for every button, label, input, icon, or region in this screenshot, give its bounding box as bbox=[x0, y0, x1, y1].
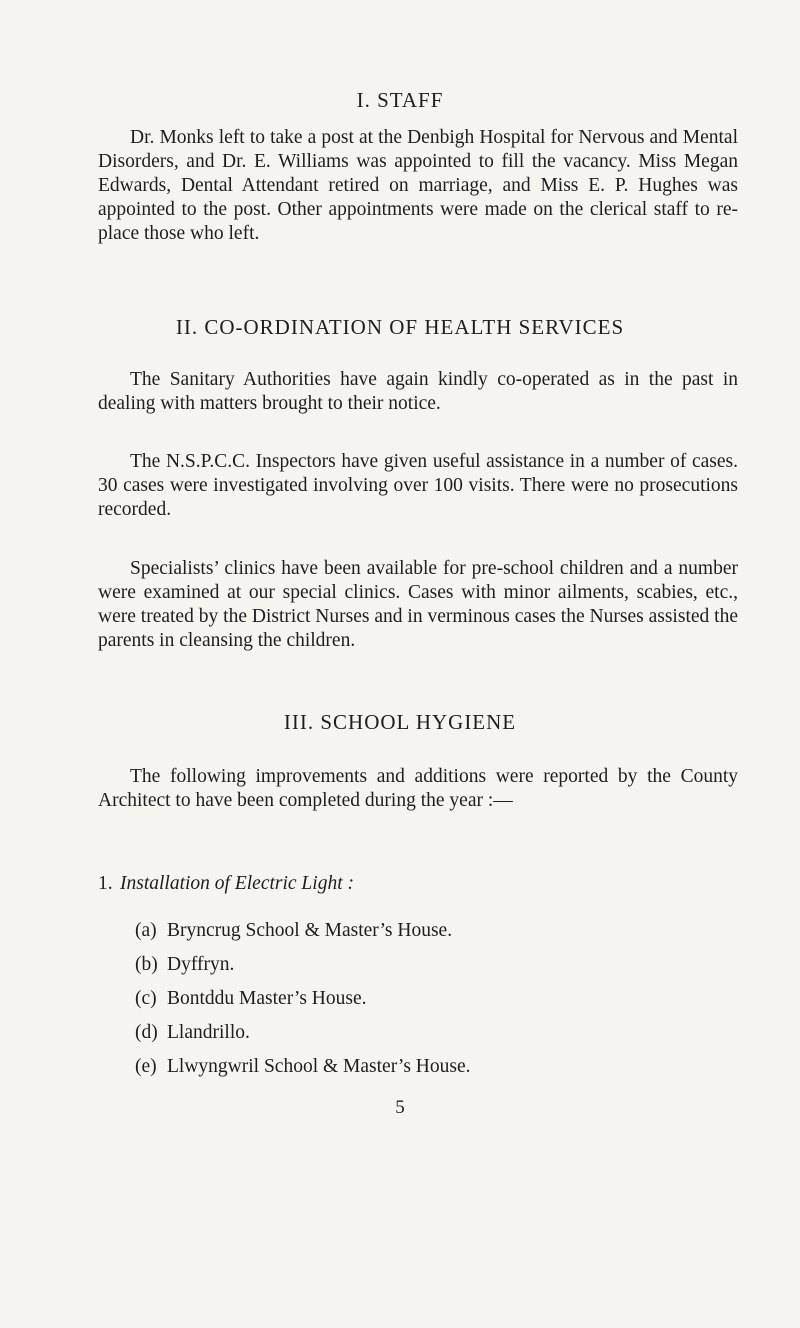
nspcc-paragraph: The N.S.P.C.C. Inspectors have given useful assistance in a number of cases. 30 cases were investigated involving over 100 visits. There were no prosecutions recorded. bbox=[98, 451, 738, 520]
improvements-paragraph: The following improvements and additions were reported by the County Architect to have been completed during the year :— bbox=[98, 766, 738, 811]
list-item-letter: (c) bbox=[135, 988, 157, 1009]
section-heading-staff: I. STAFF bbox=[356, 88, 444, 112]
list-heading-electric-light bbox=[98, 873, 738, 895]
page-number: 5 bbox=[395, 1097, 405, 1118]
list-item-text: Dyffryn. bbox=[167, 954, 235, 975]
list-number: 1. bbox=[98, 873, 113, 894]
list-item-letter: (d) bbox=[135, 1022, 158, 1043]
list-item-letter: (a) bbox=[135, 920, 157, 941]
section-heading-coordination: II. CO-ORDINATION OF HEALTH SERVICES bbox=[175, 315, 625, 339]
list-item bbox=[135, 1022, 735, 1044]
sanitary-authorities-paragraph: The Sanitary Authorities have again kindly co-operated as in the past in dealing with matters brought to their notice. bbox=[98, 369, 738, 414]
list-title: Installation of Electric Light : bbox=[120, 873, 354, 894]
specialists-clinics-paragraph: Specialists’ clinics have been available for pre-school children and a number were examined at our special clinics. Cases with minor ailments, scabies, etc., were treated by the District Nurses and in verminous cases the Nurses assisted the parents in cleansing the children. bbox=[98, 558, 738, 651]
staff-paragraph: Dr. Monks left to take a post at the Denbigh Hospital for Nervous and Mental Disorders, and Dr. E. Williams was appointed to fill the vacancy. Miss Megan Edwards, Dental Attendant retired on marriage, and Miss E. P. Hughes was appointed to the post. Other appointments were made on the clerical staff to replace those who left. bbox=[98, 127, 738, 244]
list-item bbox=[135, 1056, 735, 1078]
list-item-text: Bontddu Master’s House. bbox=[167, 988, 367, 1009]
list-item-text: Bryncrug School & Master’s House. bbox=[167, 920, 453, 941]
list-item bbox=[135, 954, 735, 976]
list-item bbox=[135, 920, 735, 942]
list-item-text: Llwyngwril School & Master’s House. bbox=[167, 1056, 471, 1077]
section-heading-school-hygiene: III. SCHOOL HYGIENE bbox=[283, 710, 517, 734]
list-item-text: Llandrillo. bbox=[167, 1022, 250, 1043]
list-item-letter: (b) bbox=[135, 954, 158, 975]
list-item bbox=[135, 988, 735, 1010]
list-item-letter: (e) bbox=[135, 1056, 157, 1077]
